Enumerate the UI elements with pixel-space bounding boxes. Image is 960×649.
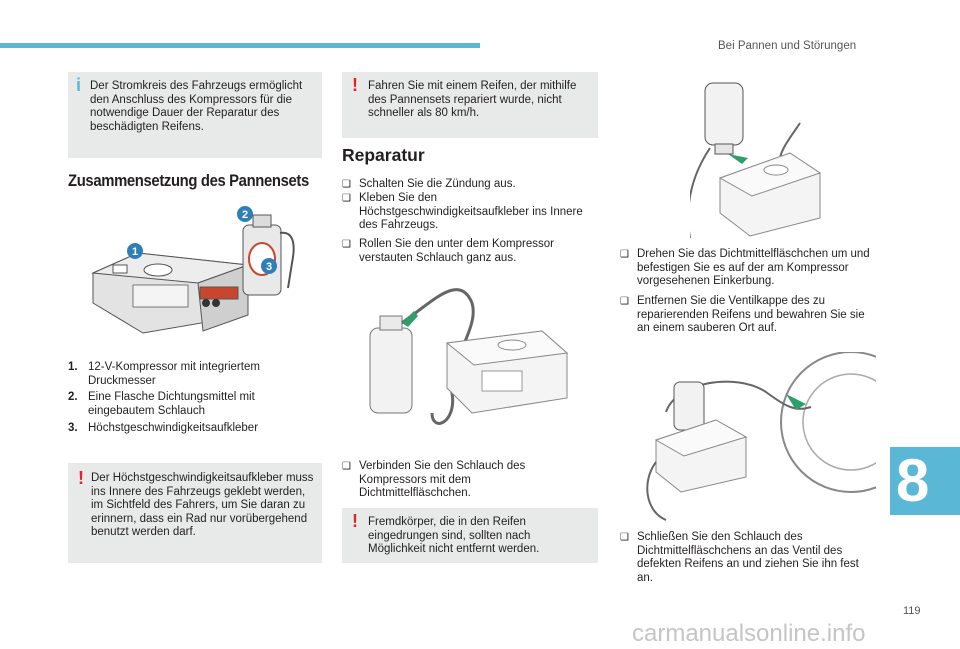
tire-connect-illustration	[636, 352, 876, 522]
kit-item	[68, 361, 298, 388]
repair-step-text: Kleben Sie den Höchstgeschwindigkeitsaufkleber ins Innere des Fahrzeugs.	[359, 192, 583, 231]
repair-step	[342, 238, 600, 265]
checkbox-icon: ❑	[620, 249, 629, 260]
repair-step-text: Verbinden Sie den Schlauch des Kompressors mit dem Dichtmittelfläschchen.	[359, 460, 526, 499]
header-accent-bar	[0, 43, 480, 48]
info-icon: i	[76, 75, 82, 95]
foreign-body-warning-box	[342, 508, 598, 563]
checkbox-icon: ❑	[620, 532, 629, 543]
checkbox-icon: ❑	[342, 193, 351, 204]
warning-icon: !	[352, 511, 358, 531]
section-title: Bei Pannen und Störungen	[718, 40, 857, 52]
page-number: 119	[903, 605, 921, 617]
repair-step-text: Entfernen Sie die Ventilkappe des zu reparierenden Reifens und bewahren Sie sie an einem sauberen Ort auf.	[637, 295, 865, 334]
repair-step-text: Schalten Sie die Zündung aus.	[359, 178, 516, 190]
info-box	[68, 72, 322, 158]
repair-step	[620, 531, 875, 585]
watermark: carmanualsonline.info	[632, 620, 866, 647]
repair-kit-illustration	[88, 203, 318, 343]
kit-item-text: 12-V-Kompressor mit integriertem Druckmesser	[88, 361, 260, 387]
warning-box	[68, 463, 322, 563]
kit-item-number: 3.	[68, 422, 78, 434]
checkbox-icon: ❑	[342, 239, 351, 250]
chapter-tab: 8	[890, 447, 960, 515]
repair-step	[342, 460, 542, 501]
speed-warning-text: Fahren Sie mit einem Reifen, der mithilfe des Pannensets repariert wurde, nicht schneller als 80 km/h.	[368, 80, 577, 119]
kit-heading: Zusammensetzung des Pannensets	[68, 172, 309, 190]
kit-item-number: 1.	[68, 361, 78, 373]
warning-icon: !	[352, 75, 358, 95]
repair-step	[342, 192, 600, 233]
hose-connect-illustration	[362, 283, 582, 443]
warning-box-text: Der Höchstgeschwindigkeitsaufkleber muss ins Innere des Fahrzeugs geklebt werden, im Sichtfeld des Fahrers, um Sie daran zu erinnern, dass ein Rad nur vorübergehend benutzt werden darf.	[91, 472, 314, 538]
kit-item-text: Höchstgeschwindigkeitsaufkleber	[88, 422, 259, 434]
callout-1-label: 1	[131, 246, 139, 258]
repair-step	[620, 295, 870, 336]
bottle-mount-illustration	[690, 78, 840, 238]
repair-step-text: Drehen Sie das Dichtmittelfläschchen um und befestigen Sie es auf der am Kompressor vorgesehenen Einkerbung.	[637, 248, 870, 287]
kit-item-text: Eine Flasche Dichtungsmittel mit eingebautem Schlauch	[88, 391, 255, 417]
checkbox-icon: ❑	[620, 296, 629, 307]
foreign-body-warning-text: Fremdkörper, die in den Reifen eingedrungen sind, sollten nach Möglichkeit nicht entfernt werden.	[368, 516, 540, 555]
repair-step	[342, 178, 600, 192]
repair-step-text: Schließen Sie den Schlauch des Dichtmittelfläschchens an das Ventil des defekten Reifens an und ziehen Sie ihn fest an.	[637, 531, 859, 584]
callout-3-label: 3	[265, 261, 273, 273]
speed-warning-box	[342, 72, 598, 138]
repair-heading: Reparatur	[342, 145, 425, 165]
info-box-text: Der Stromkreis des Fahrzeugs ermöglicht den Anschluss des Kompressors für die notwendige Dauer der Reparatur des beschädigten Reifens.	[90, 80, 303, 133]
kit-item	[68, 422, 298, 436]
checkbox-icon: ❑	[342, 461, 351, 472]
kit-item	[68, 391, 298, 418]
repair-step-text: Rollen Sie den unter dem Kompressor verstauten Schlauch ganz aus.	[359, 238, 554, 264]
kit-item-number: 2.	[68, 391, 78, 403]
warning-icon: !	[78, 468, 84, 488]
repair-step	[620, 248, 870, 289]
checkbox-icon: ❑	[342, 179, 351, 190]
callout-2-label: 2	[241, 209, 249, 221]
